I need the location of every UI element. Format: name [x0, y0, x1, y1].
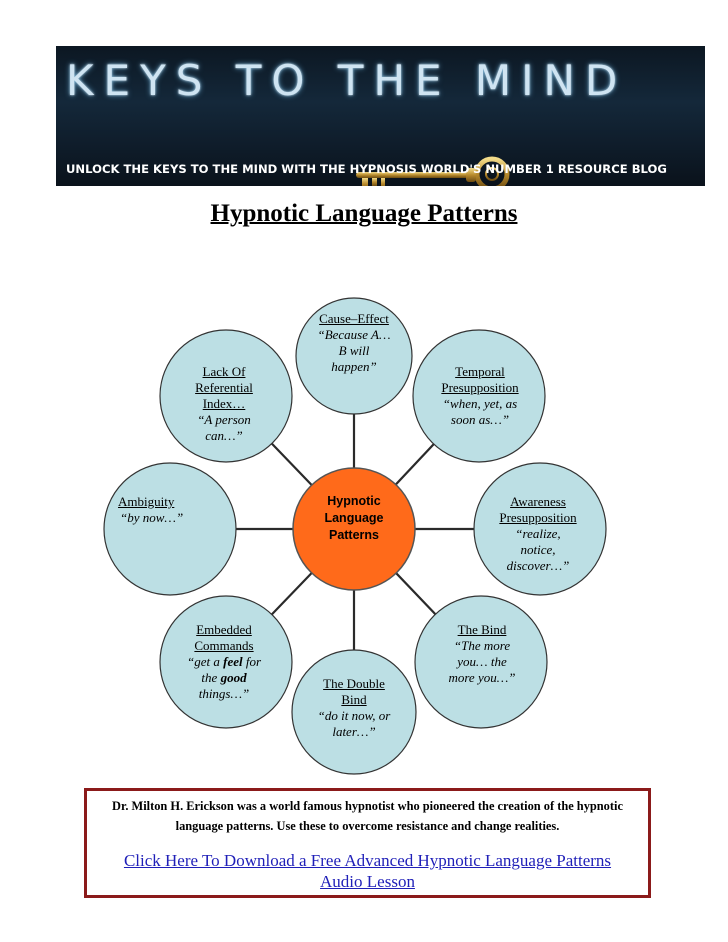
node-quote: B will: [338, 343, 370, 358]
node-quote: can…”: [205, 428, 243, 443]
page-title-text: Hypnotic Language Patterns: [210, 200, 518, 227]
center-label-line: Language: [324, 511, 384, 525]
node-label-lack-of-referential-index: [166, 364, 282, 444]
quote-part: the: [201, 670, 221, 685]
node-title: Awareness: [510, 494, 566, 509]
center-label-line: Hypnotic: [327, 494, 381, 508]
node-label-awareness-presupposition: [478, 494, 598, 574]
quote-part: for: [242, 654, 262, 669]
node-label-ambiguity: [118, 494, 222, 526]
node-quote: discover…”: [506, 558, 570, 573]
node-label-embedded-commands: [166, 622, 282, 702]
node-title: Ambiguity: [118, 494, 175, 509]
node-title: Temporal: [455, 364, 505, 379]
quote-part: “get a: [186, 654, 224, 669]
node-title: Bind: [341, 692, 367, 707]
node-quote: later…”: [332, 724, 376, 739]
node-quote: “by now…”: [120, 510, 184, 525]
node-quote: “when, yet, as: [442, 396, 518, 411]
quote-emphasis: good: [220, 670, 247, 685]
node-title: Lack Of: [202, 364, 246, 379]
center-label-line: Patterns: [328, 528, 380, 542]
node-title: Index…: [202, 396, 246, 411]
node-title: The Bind: [457, 622, 507, 637]
node-quote: “The more: [453, 638, 511, 653]
node-title: Presupposition: [499, 510, 577, 525]
node-title: Cause–Effect: [319, 311, 389, 326]
node-title: Referential: [195, 380, 253, 395]
node-quote: more you…”: [448, 670, 516, 685]
node-quote: “do it now, or: [317, 708, 391, 723]
download-link[interactable]: Click Here To Download a Free Advanced Hypnotic Language Patterns Audio Lesson: [123, 851, 612, 891]
info-text: Dr. Milton H. Erickson was a world famous hypnotist who pioneered the creation of the hypnotic language patterns. Use these to overcome resistance and change realities.: [112, 799, 623, 833]
node-quote: happen”: [331, 359, 377, 374]
center-label: [300, 493, 408, 544]
node-title: The Double: [323, 676, 385, 691]
node-quote: [166, 654, 282, 670]
node-label-the-double-bind: [296, 676, 412, 740]
node-label-temporal-presupposition: [420, 364, 540, 428]
node-title: Commands: [194, 638, 254, 653]
node-quote: “A person: [197, 412, 251, 427]
banner-tagline: UNLOCK THE KEYS TO THE MIND WITH THE HYPNOSIS WORLD'S NUMBER 1 RESOURCE BLOG: [66, 162, 667, 176]
banner-title: KEYS TO THE MIND: [66, 56, 628, 105]
node-quote: notice,: [520, 542, 556, 557]
node-title: Presupposition: [441, 380, 519, 395]
pattern-node: [104, 463, 236, 595]
node-quote: “Because A…: [317, 327, 391, 342]
node-quote: [166, 670, 282, 686]
node-title: Embedded: [196, 622, 252, 637]
node-quote: things…”: [198, 686, 250, 701]
quote-emphasis: feel: [223, 654, 243, 669]
node-label-the-bind: [422, 622, 542, 686]
node-label-cause-effect: [300, 311, 408, 375]
node-quote: soon as…”: [450, 412, 510, 427]
node-quote: “realize,: [515, 526, 561, 541]
node-quote: you… the: [457, 654, 507, 669]
